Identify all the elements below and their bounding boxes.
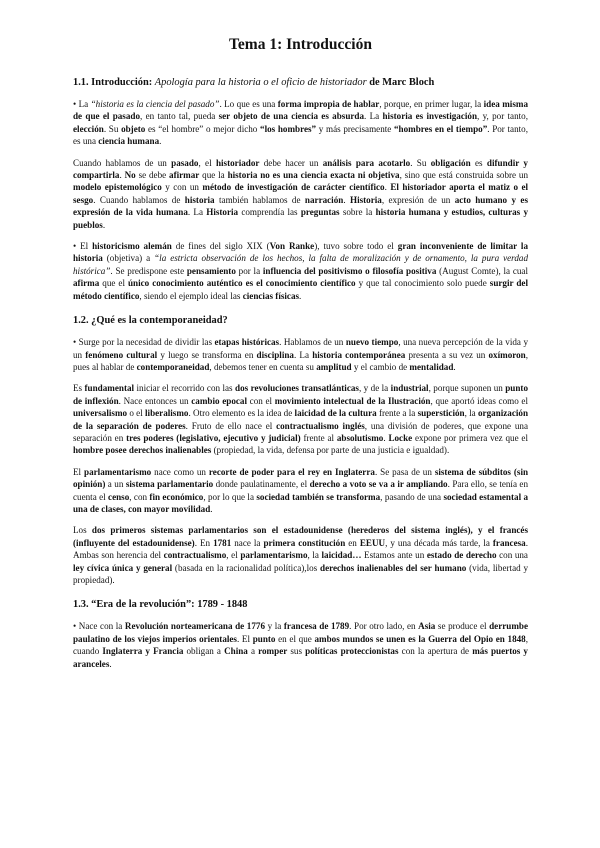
text-run: , pues al hablar de (73, 349, 528, 372)
bold-text: parlamentarismo (84, 466, 152, 477)
body-paragraph (73, 382, 528, 456)
bold-text: censo (108, 491, 130, 502)
body-paragraph (73, 524, 528, 586)
bold-text: preguntas (300, 207, 340, 218)
bold-text: Locke (388, 432, 413, 443)
text-run: es “el hombre” o mejor dicho (145, 123, 261, 134)
text-run: que el (99, 278, 128, 289)
text-run: en el que (275, 633, 315, 644)
text-run: , porque, en primer lugar, la (379, 99, 484, 109)
bold-text: liberalismo (145, 408, 189, 419)
bold-text: más puertos y aranceles (73, 646, 528, 669)
bold-text: No (124, 170, 136, 181)
text-run: , la (464, 408, 478, 419)
bold-text: movimiento intelectual de la Ilustración (274, 395, 431, 406)
bold-text: industrial (390, 383, 429, 394)
text-run: con la apertura de (398, 646, 473, 657)
bold-text: idea misma de que el pasado (73, 99, 528, 122)
italic-text: “historia es la ciencia del pasado” (90, 99, 220, 109)
text-run: . (453, 361, 456, 372)
bold-text: oxímoron (488, 349, 526, 360)
text-run: . Su (103, 123, 122, 134)
bold-text: nuevo tiempo (345, 337, 399, 348)
text-run: (propiedad, la vida, defensa por parte de una justicia e igualdad). (211, 445, 450, 456)
text-run: . (299, 290, 302, 301)
bold-text: historia no es una ciencia exacta ni objetiva (227, 170, 400, 181)
bold-text: gran inconveniente de limitar la historia (73, 241, 528, 264)
text-run: • El (73, 241, 93, 252)
text-run: . La (293, 349, 313, 360)
bold-text: etapas históricas (214, 337, 280, 348)
bold-text: amplitud (316, 361, 352, 372)
bold-text: contractualismo (163, 550, 227, 561)
section-heading (73, 76, 528, 89)
italic-text: “la estricta observación de los hechos, la falta de moralización y de ornamento, la pura verdad histórica” (73, 253, 528, 276)
bold-text: dos revoluciones transatlánticas (235, 383, 359, 394)
text-run: se debe (135, 170, 170, 181)
text-run: . (343, 194, 350, 205)
text-run: . Por tanto, es una (73, 123, 528, 147)
text-run: . (159, 136, 162, 147)
bold-text: sistema de súbditos (sin opinión) (73, 466, 529, 490)
text-run: . Nace entonces un (118, 395, 192, 406)
text-run: (objetiva) a (102, 253, 155, 264)
bold-text: elección (73, 123, 104, 134)
text-run: , debemos tener en cuenta su (209, 361, 317, 372)
bold-text: estado de derecho (426, 550, 497, 561)
page-title: Tema 1: Introducción (229, 36, 372, 53)
text-run: Estamos ante un (361, 550, 427, 561)
bold-text: ambos mundos se unen es la Guerra del Opio en 1848 (314, 633, 526, 644)
text-run: . Se pasa de un (374, 466, 435, 477)
text-run: a un (105, 479, 126, 490)
text-run: y más precisamente (316, 123, 394, 134)
bold-text: laicidad de la cultura (294, 408, 377, 419)
text-run: y que tal conocimiento solo puede (355, 278, 490, 289)
bold-text: derecho a voto se va a ir ampliando (309, 479, 448, 490)
text-run: nace como un (151, 466, 209, 477)
bold-text: hombre posee derechos inalienables (73, 445, 212, 456)
bold-text: Von Ranke (269, 241, 315, 252)
text-run: es (470, 157, 487, 168)
body-paragraph (73, 240, 528, 302)
bold-text: contemporaneidad (136, 361, 210, 372)
text-run: • Surge por la necesidad de dividir las (73, 337, 215, 348)
text-run: . La (364, 111, 383, 122)
text-run: y la (265, 621, 284, 632)
bold-text: ciencia humana (98, 136, 160, 147)
bold-text: francesa de 1789 (283, 621, 350, 632)
text-run: • La (73, 99, 91, 109)
text-run: . (210, 503, 213, 514)
bold-text: fenómeno cultural (85, 349, 158, 360)
bold-text: acto humano y es expresión de la vida humana (73, 194, 529, 218)
text-run: . (109, 658, 112, 669)
italic-text: Apología para la historia o el oficio de historiador (154, 77, 367, 88)
bold-text: difundir y compartirla (73, 157, 528, 181)
text-run: , una división de poderes, que expone una separación en (73, 420, 528, 443)
bold-text: primera constitución (263, 537, 346, 548)
bold-text: parlamentarismo (240, 550, 308, 561)
text-run: nace la (231, 537, 264, 548)
bold-text: China (224, 646, 248, 657)
text-run: frente al (300, 432, 337, 443)
bold-text: romper (258, 646, 288, 657)
text-run: sobre la (339, 207, 376, 218)
text-run: , en tanto tal, pueda (140, 111, 219, 122)
bold-text: sociedad estamental a una de clases, con mayor movilidad (73, 491, 529, 514)
bold-text: organización de la separación de poderes (73, 408, 528, 431)
bold-text: método de investigación de carácter científico (202, 182, 385, 193)
bold-text: recorte de poder para el rey en Inglaterra (208, 466, 375, 477)
text-run: 1.1. Introducción: (73, 77, 155, 88)
text-run: frente a la (376, 408, 418, 419)
text-run: , el (226, 550, 241, 561)
bold-text: pensamiento (186, 265, 236, 276)
bold-text: universalismo (73, 408, 128, 419)
text-run: también hablamos de (214, 194, 305, 205)
body-paragraph (73, 98, 528, 148)
text-run: (August Comte), la cual (436, 265, 528, 276)
text-run: Es (73, 383, 85, 394)
text-run: . En (194, 537, 214, 548)
bold-text: sociedad también se transforma (256, 491, 381, 502)
text-run: 1.3. “Era de la revolución”: 1789 - 1848 (73, 599, 248, 611)
bold-text: políticas proteccionistas (305, 646, 399, 657)
bold-text: objeto (121, 123, 146, 134)
text-run: . Por otro lado, en (349, 621, 419, 632)
text-run: (vida, libertad y propiedad). (73, 562, 529, 585)
text-run: . (384, 182, 391, 193)
bold-text: influencia del positivismo o filosofía positiva (262, 265, 437, 276)
bold-text: narración (304, 194, 344, 205)
bold-text: modelo epistemológico (73, 182, 162, 193)
bold-text: Historia (350, 194, 382, 205)
bold-text: “los hombres” (260, 123, 317, 134)
text-run: con una (496, 550, 528, 561)
text-run: de Marc Bloch (366, 77, 435, 88)
text-run: en (345, 537, 360, 548)
text-run: a (247, 646, 259, 657)
bold-text: EEUU (359, 537, 386, 548)
text-run: . El (236, 633, 253, 644)
bold-text: ciencias físicas (242, 290, 300, 301)
bold-text: historia contemporánea (312, 349, 406, 360)
bold-text: dos primeros sistemas parlamentarios son el estadounidense (herederos del sistema inglés), y el francés (influyente del estadounidense) (73, 525, 528, 548)
text-run: , con (129, 491, 150, 502)
bold-text: mentalidad (409, 361, 454, 372)
text-run: por la (235, 265, 263, 276)
bold-text: disciplina (256, 349, 294, 360)
bold-text: surgir del método científico (73, 278, 528, 301)
text-run: , cuando (73, 633, 529, 657)
text-run: . Fruto de ello nace el (185, 420, 277, 431)
bold-text: Inglaterra y Francia (102, 646, 184, 657)
text-run: , por lo que la (203, 491, 257, 502)
text-run: con el (246, 395, 275, 406)
text-run: , y una década más tarde, la (385, 537, 493, 548)
text-run: , siendo el ejemplo ideal las (139, 290, 243, 301)
bold-text: afirma (73, 278, 100, 289)
text-run: se produce el (435, 621, 490, 632)
section-heading (73, 314, 528, 327)
bold-text: historia (184, 194, 215, 205)
bold-text: Revolución norteamericana de 1776 (124, 621, 265, 632)
bold-text: Historia (206, 207, 239, 218)
text-run: comprendía las (238, 207, 301, 218)
text-run: 1.2. ¿Qué es la contemporaneidad? (73, 315, 228, 327)
text-run: (basada en la racionalidad política),los (172, 562, 321, 573)
text-run: . (102, 219, 106, 230)
bold-text: historia es investigación (382, 111, 478, 122)
bold-text: 1781 (213, 537, 232, 548)
text-run: iniciar el recorrido con las (134, 383, 236, 394)
bold-text: análisis para acotarlo (322, 157, 411, 168)
text-run: . Su (410, 157, 431, 168)
bold-text: forma impropia de hablar (277, 99, 380, 109)
text-run: obligan a (183, 646, 225, 657)
text-run: . Para ello, se tenía en cuenta el (73, 479, 529, 502)
text-run: • Nace con la (73, 621, 125, 632)
text-run: debe hacer un (259, 157, 323, 168)
bold-text: tres poderes (legislativo, ejecutivo y judicial) (126, 432, 301, 443)
bold-text: historia humana y estudios, culturas y pueblos (73, 207, 528, 230)
bold-text: “hombres en el tiempo” (394, 123, 488, 134)
sections-container (73, 76, 528, 670)
bold-text: historiador (215, 157, 260, 168)
body-paragraph (73, 336, 528, 373)
bold-text: sistema parlamentario (125, 479, 214, 490)
body-paragraph (73, 466, 528, 516)
bold-text: obligación (430, 157, 471, 168)
section-heading (73, 598, 528, 611)
text-run: . Cuando hablamos de (93, 194, 185, 205)
text-run: , el (198, 157, 216, 168)
text-run: , y, por tanto, (477, 111, 528, 122)
text-run: y el cambio de (351, 361, 410, 372)
bold-text: punto de inflexión (73, 383, 528, 406)
body-paragraph (73, 620, 528, 670)
bold-text: cambio epocal (191, 395, 247, 406)
bold-text: ser objeto de una ciencia es absurda (218, 111, 365, 122)
text-run: expone por primera vez que el (412, 432, 528, 443)
body-paragraph (73, 157, 528, 231)
bold-text: fundamental (84, 383, 135, 394)
text-run: . Se predispone este (110, 265, 187, 276)
text-run: donde paulatinamente, el (213, 479, 310, 490)
bold-text: derrumbe paulatino de los viejos imperios orientales (73, 621, 529, 644)
text-run: , que aportó ideas como el (430, 395, 528, 406)
bold-text: único conocimiento auténtico es el conocimiento científico (127, 278, 356, 289)
text-run: . Hablamos de un (279, 337, 346, 348)
bold-text: absolutismo (336, 432, 384, 443)
text-run: sus (287, 646, 306, 657)
bold-text: historicismo alemán (92, 241, 172, 252)
text-run: y luego se transforma en (157, 349, 257, 360)
bold-text: afirmar (169, 170, 200, 181)
text-run: de fines del siglo XIX ( (171, 241, 270, 252)
text-run: . (383, 432, 389, 443)
text-run: y con un (161, 182, 203, 193)
bold-text: ley cívica única y general (73, 562, 173, 573)
bold-text: laicidad… (321, 550, 362, 561)
text-run: . La (187, 207, 207, 218)
text-run: o el (127, 408, 146, 419)
text-run: , la (307, 550, 322, 561)
bold-text: Asia (418, 621, 436, 632)
text-run: , sino que está construida sobre un (399, 170, 529, 181)
text-run: Los (73, 525, 92, 536)
text-run: El (73, 466, 85, 477)
text-run: que la (199, 170, 228, 181)
text-run: . (119, 170, 125, 181)
text-run: , expresión de un (381, 194, 455, 205)
text-run: presenta a su vez un (405, 349, 489, 360)
bold-text: contractualismo inglés (276, 420, 365, 431)
text-run: , una nueva percepción de la vida y un (73, 337, 528, 360)
bold-text: punto (252, 633, 276, 644)
bold-text: derechos inalienables del ser humano (320, 562, 467, 573)
text-run: . Otro elemento es la idea de (188, 408, 295, 419)
bold-text: francesa (492, 537, 526, 548)
text-run: , porque suponen un (428, 383, 506, 394)
text-run: , y de la (358, 383, 391, 394)
bold-text: fin económico (149, 491, 204, 502)
document-body (73, 36, 528, 682)
text-run: . Lo que es una (219, 99, 278, 109)
bold-text: El historiador aporta el matiz o el sesgo (73, 182, 529, 205)
text-run: . Ambas son herencia del (73, 537, 528, 561)
text-run: ), tuvo sobre todo el (314, 241, 398, 252)
bold-text: pasado (171, 157, 199, 168)
bold-text: superstición (417, 408, 465, 419)
text-run: , pasando de una (380, 491, 444, 502)
text-run: Cuando hablamos de un (73, 157, 172, 168)
